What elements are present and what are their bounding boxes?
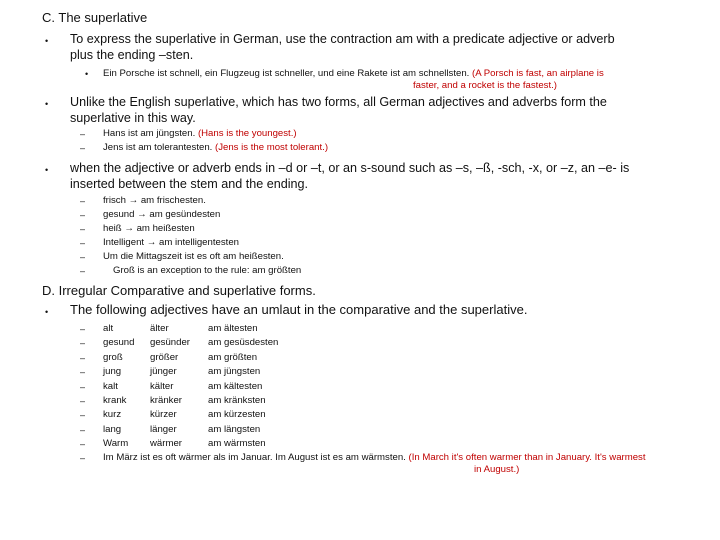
section-d-heading: D. Irregular Comparative and superlative forms. (42, 283, 316, 298)
dash: – (80, 210, 86, 220)
list-item: gesund → am gesündesten (103, 209, 221, 220)
superlative-form: am gesüsdesten (208, 337, 279, 349)
positive-form: jung (103, 366, 122, 378)
comparative-form: wärmer (150, 438, 182, 450)
list-item: Um die Mittagszeit ist es oft am heißesten. (103, 251, 284, 262)
superlative-form: am größten (208, 351, 258, 363)
dash: – (80, 252, 86, 262)
section-d-intro: The following adjectives have an umlaut in the comparative and the superlative. (70, 302, 528, 317)
dash: – (80, 129, 86, 139)
section-c-heading: C. The superlative (42, 10, 148, 25)
c-point2-line2: superlative in this way. (70, 111, 196, 125)
c-point1-line1: To express the superlative in German, use the contraction am with a predicate adjective or adverb (70, 32, 615, 46)
positive-form: Warm (103, 438, 129, 450)
comparative-form: kürzer (150, 409, 177, 421)
comparative-form: kränker (150, 395, 182, 406)
comparative-form: kälter (150, 380, 174, 392)
comparative-form: älter (150, 323, 169, 334)
superlative-form: am kränksten (208, 395, 266, 406)
dash: – (80, 266, 86, 276)
dash: – (80, 439, 86, 450)
c-point3-line1: when the adjective or adverb ends in –d or –t, or an s-sound such as –s, –ß, -sch, -x, or –z, an –e- is (70, 161, 630, 175)
dash: – (80, 396, 86, 406)
list-item: Jens ist am tolerantesten. (Jens is the most tolerant.) (103, 142, 329, 153)
bullet: • (45, 165, 49, 175)
c-point2-line1: Unlike the English superlative, which has two forms, all German adjectives and adverbs form the (70, 95, 607, 109)
positive-form: lang (103, 423, 122, 435)
bullet: • (45, 36, 49, 46)
positive-form: alt (103, 323, 114, 334)
c-point1-example (103, 68, 604, 79)
superlative-form: am längsten (208, 423, 261, 435)
dash: – (80, 143, 86, 153)
superlative-form: am jüngsten (208, 366, 261, 378)
dash: – (80, 424, 86, 435)
positive-form: kalt (103, 380, 118, 392)
list-item: Intelligent → am intelligentesten (103, 237, 239, 248)
example-translation-cont: in August.) (474, 464, 520, 475)
comparative-form: größer (150, 351, 179, 363)
d-example (103, 452, 646, 463)
positive-form: gesund (103, 337, 135, 349)
superlative-form: am kältesten (208, 380, 263, 392)
dash: – (80, 196, 86, 206)
list-item: frisch → am frischesten. (103, 195, 206, 206)
dash: – (80, 238, 86, 248)
bullet: • (45, 307, 49, 317)
comparative-form: gesünder (150, 337, 191, 349)
list-item: Groß is an exception to the rule: am größten (113, 265, 302, 276)
bullet: • (45, 99, 49, 109)
dash: – (80, 352, 86, 363)
dash: – (80, 324, 86, 334)
comparative-form: jünger (150, 366, 177, 378)
example-translation: (A Porsch is fast, an airplane is (472, 68, 604, 79)
superlative-form: am wärmsten (208, 438, 266, 450)
superlative-form: am kürzesten (208, 409, 266, 421)
dash: – (80, 367, 86, 378)
list-item: Hans ist am jüngsten. (Hans is the youngest.) (103, 128, 297, 139)
dash: – (80, 224, 86, 234)
example-translation: (In March it's often warmer than in January. It's warmest (408, 452, 646, 463)
example-translation-cont: faster, and a rocket is the fastest.) (413, 80, 557, 91)
sub-bullet: • (85, 69, 89, 79)
dash: – (80, 338, 86, 349)
superlative-form: am ältesten (208, 323, 258, 334)
comparative-form: länger (150, 423, 177, 435)
c-point1-line2: plus the ending –sten. (70, 48, 194, 62)
c-point3-line2: inserted between the stem and the ending. (70, 177, 309, 191)
positive-form: kurz (103, 409, 122, 421)
positive-form: groß (103, 351, 123, 363)
dash: – (80, 453, 86, 463)
list-item: heiß → am heißesten (103, 223, 195, 234)
dash: – (80, 410, 86, 421)
example-german: Ein Porsche ist schnell, ein Flugzeug ist schneller, und eine Rakete ist am schnellsten. (103, 68, 470, 79)
positive-form: krank (103, 395, 127, 406)
dash: – (80, 381, 86, 392)
example-german: Im März ist es oft wärmer als im Januar. Im August ist es am wärmsten. (103, 452, 406, 463)
